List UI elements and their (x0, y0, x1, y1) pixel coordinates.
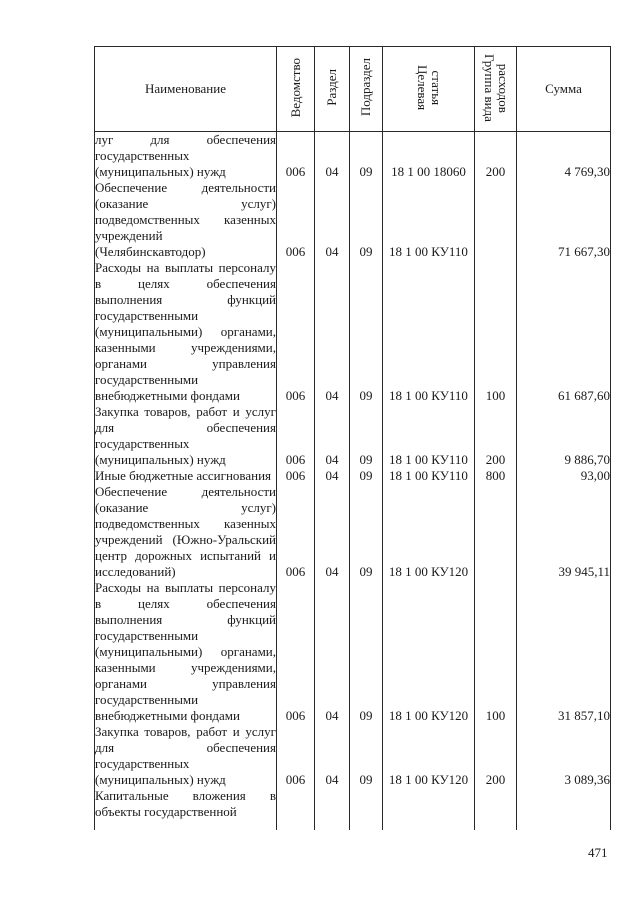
row-expense-group (475, 788, 517, 820)
row-target-article: 18 1 00 КУ120 (383, 484, 475, 580)
header-name: Наименование (95, 47, 277, 132)
row-subsection: 09 (350, 484, 383, 580)
row-expense-group: 800 (475, 468, 517, 484)
table-row (95, 132, 611, 181)
page-number: 471 (588, 845, 608, 860)
table-row (95, 580, 611, 724)
row-department: 006 (277, 132, 315, 181)
row-amount: 3 089,36 (517, 724, 611, 788)
row-department: 006 (277, 724, 315, 788)
row-name: Расходы на выплаты персоналу в целях обеспечения выполнения функций государственными (муниципальными) органами, казенными учреждениями, органами управления государственными внебюджетными фондами (95, 260, 276, 403)
row-amount: 61 687,60 (517, 260, 611, 404)
row-subsection: 09 (350, 404, 383, 468)
row-target-article: 18 1 00 КУ120 (383, 580, 475, 724)
row-target-article (383, 788, 475, 820)
table-row (95, 788, 611, 820)
header-section: Раздел (315, 47, 350, 132)
table-header (95, 47, 611, 132)
row-department: 006 (277, 468, 315, 484)
row-amount: 9 886,70 (517, 404, 611, 468)
row-target-article: 18 1 00 КУ110 (383, 468, 475, 484)
row-department: 006 (277, 180, 315, 260)
row-amount: 4 769,30 (517, 132, 611, 181)
row-name: Обеспечение деятельности (оказание услуг) подведомственных казенных учреждений (Челябинскавтодор) (95, 180, 276, 259)
row-section: 04 (315, 468, 350, 484)
row-section (315, 788, 350, 820)
row-section: 04 (315, 132, 350, 181)
row-expense-group: 200 (475, 132, 517, 181)
row-expense-group (475, 484, 517, 580)
row-target-article: 18 1 00 КУ110 (383, 260, 475, 404)
table-row (95, 260, 611, 404)
row-name: Расходы на выплаты персоналу в целях обеспечения выполнения функций государственными (муниципальными) органами, казенными учреждениями, органами управления государственными внебюджетными фондами (95, 580, 276, 723)
row-name: Капитальные вложения в объекты государственной (95, 788, 276, 819)
row-subsection: 09 (350, 132, 383, 181)
row-subsection: 09 (350, 468, 383, 484)
row-name: Закупка товаров, работ и услуг для обеспечения государственных (муниципальных) нужд (95, 404, 276, 467)
row-subsection: 09 (350, 260, 383, 404)
row-name: Обеспечение деятельности (оказание услуг) подведомственных казенных учреждений (Южно-Уральский центр дорожных испытаний и исследований) (95, 484, 276, 579)
budget-table (94, 46, 611, 830)
row-amount: 93,00 (517, 468, 611, 484)
row-department (277, 788, 315, 820)
table-row (95, 468, 611, 484)
row-section: 04 (315, 484, 350, 580)
header-target-article: Целевая статья (383, 47, 475, 132)
row-target-article: 18 1 00 КУ120 (383, 724, 475, 788)
row-expense-group: 100 (475, 260, 517, 404)
row-department: 006 (277, 404, 315, 468)
row-amount: 31 857,10 (517, 580, 611, 724)
row-section: 04 (315, 580, 350, 724)
row-target-article: 18 1 00 КУ110 (383, 180, 475, 260)
row-amount: 39 945,11 (517, 484, 611, 580)
table-bottom-spacer (95, 820, 611, 830)
row-amount: 71 667,30 (517, 180, 611, 260)
table-row (95, 404, 611, 468)
row-department: 006 (277, 580, 315, 724)
row-expense-group: 100 (475, 580, 517, 724)
header-department: Ведомство (277, 47, 315, 132)
table-row (95, 484, 611, 580)
row-subsection: 09 (350, 580, 383, 724)
row-name: Иные бюджетные ассигнования (95, 468, 277, 484)
table-row (95, 724, 611, 788)
row-name: луг для обеспечения государственных (муниципальных) нужд (95, 132, 276, 179)
row-expense-group: 200 (475, 404, 517, 468)
row-expense-group: 200 (475, 724, 517, 788)
table-row (95, 180, 611, 260)
row-target-article: 18 1 00 КУ110 (383, 404, 475, 468)
row-section: 04 (315, 724, 350, 788)
row-subsection: 09 (350, 180, 383, 260)
row-target-article: 18 1 00 18060 (383, 132, 475, 181)
row-section: 04 (315, 260, 350, 404)
row-section: 04 (315, 404, 350, 468)
row-department: 006 (277, 260, 315, 404)
row-name: Закупка товаров, работ и услуг для обеспечения государственных (муниципальных) нужд (95, 724, 276, 787)
header-subsection: Подраздел (350, 47, 383, 132)
row-subsection: 09 (350, 724, 383, 788)
row-department: 006 (277, 484, 315, 580)
row-expense-group (475, 180, 517, 260)
row-section: 04 (315, 180, 350, 260)
header-amount: Сумма (517, 47, 611, 132)
row-subsection (350, 788, 383, 820)
row-amount (517, 788, 611, 820)
header-expense-group: Группа вида расходов (475, 47, 517, 132)
